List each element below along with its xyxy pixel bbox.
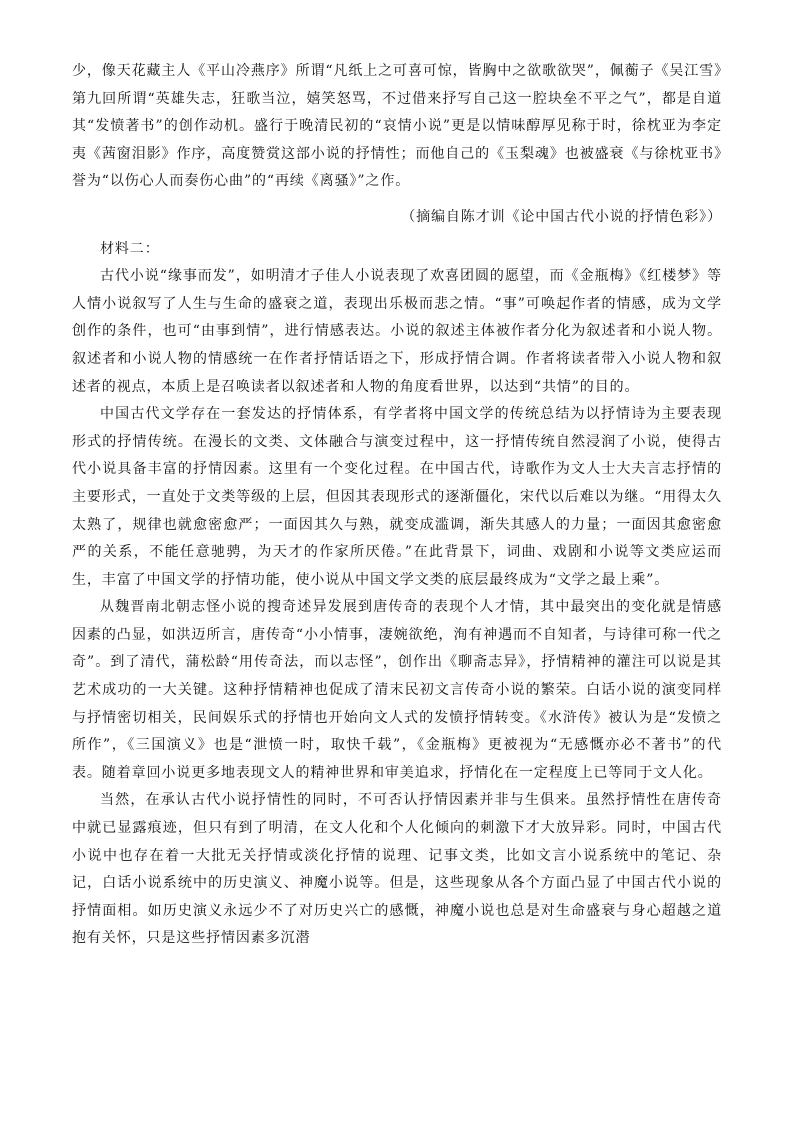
paragraph-1: 古代小说“缘事而发”，如明清才子佳人小说表现了欢喜团圆的愿望，而《金瓶梅》《红楼梦》等人情小说叙写了人生与生命的盛衰之道，表现出乐极而悲之情。“事”可唤起作者的情感，成为文学创作的条件，也可“由事到情”，进行情感表达。小说的叙述主体被作者分化为叙述者和小说人物。叙述者和小说人物的情感统一在作者抒情话语之下，形成抒情合调。作者将读者带入小说人物和叙述者的视点，本质上是召唤读者以叙述者和人物的角度看世界，以达到“共情”的目的。 [72, 268, 722, 395]
paragraph-continued: 少，像天花藏主人《平山冷燕序》所谓“凡纸上之可喜可惊，皆胸中之欲歌欲哭”，佩蘅子《吴江雪》第九回所谓“英雄失志，狂歌当泣，嬉笑怒骂，不过借来抒写自己这一腔块垒不平之气”，都是自道其“发愤著书”的创作动机。盛行于晚清民初的“哀情小说”更是以情味醇厚见称于时，徐枕亚为李定夷《茜窗泪影》作序，高度赞赏这部小说的抒情性；而他自己的《玉梨魂》也被盛衰《与徐枕亚书》誉为“以伤心人而奏伤心曲”的“再续《离骚》”之作。 [72, 63, 722, 190]
material-heading: 材料二： [100, 240, 160, 257]
document-page [72, 58, 722, 953]
source-citation: （摘编自陈才训《论中国古代小说的抒情色彩》） [401, 208, 722, 225]
paragraph-2: 中国古代文学存在一套发达的抒情体系，有学者将中国文学的传统总结为以抒情诗为主要表现形式的抒情传统。在漫长的文类、文体融合与演变过程中，这一抒情传统自然浸润了小说，使得古代小说具备丰富的抒情因素。这里有一个变化过程。在中国古代，诗歌作为文人士大夫言志抒情的主要形式，一直处于文类等级的上层，但因其表现形式的逐渐僵化，宋代以后难以为继。“用得太久太熟了，规律也就愈密愈严；一面因其久与熟，就变成滥调，渐失其感人的力量；一面因其愈密愈严的关系，不能任意驰骋，为天才的作家所厌倦。”在此背景下，词曲、戏剧和小说等文类应运而生，丰富了中国文学的抒情功能，使小说从中国文学文类的底层最终成为“文学之最上乘”。 [72, 406, 722, 588]
paragraph-3: 从魏晋南北朝志怪小说的搜奇述异发展到唐传奇的表现个人才情，其中最突出的变化就是情感因素的凸显，如洪迈所言，唐传奇“小小情事，凄婉欲绝，洵有神遇而不自知者，与诗律可称一代之奇”。到了清代，蒲松龄“用传奇法，而以志怪”，创作出《聊斋志异》，抒情精神的灌注可以说是其艺术成功的一大关键。这种抒情精神也促成了清末民初文言传奇小说的繁荣。白话小说的演变同样与抒情密切相关，民间娱乐式的抒情也开始向文人式的发愤抒情转变。《水浒传》被认为是“发愤之所作”，《三国演义》也是“泄愤一时，取快千载”，《金瓶梅》更被视为“无感慨亦必不著书”的代表。随着章回小说更多地表现文人的精神世界和审美追求，抒情化在一定程度上已等同于文人化。 [72, 599, 722, 781]
paragraph-4: 当然，在承认古代小说抒情性的同时，不可否认抒情因素并非与生俱来。虽然抒情性在唐传奇中就已显露痕迹，但只有到了明清，在文人化和个人化倾向的刺激下才大放异彩。同时，中国古代小说中也存在着一大批无关抒情或淡化抒情的说理、记事文类，比如文言小说系统中的笔记、杂记，白话小说系统中的历史演义、神魔小说等。但是，这些现象从各个方面凸显了中国古代小说的抒情面相。如历史演义永远少不了对历史兴亡的感慨，神魔小说也总是对生命盛衰与身心超越之道抱有关怀，只是这些抒情因素多沉潜 [72, 792, 722, 947]
